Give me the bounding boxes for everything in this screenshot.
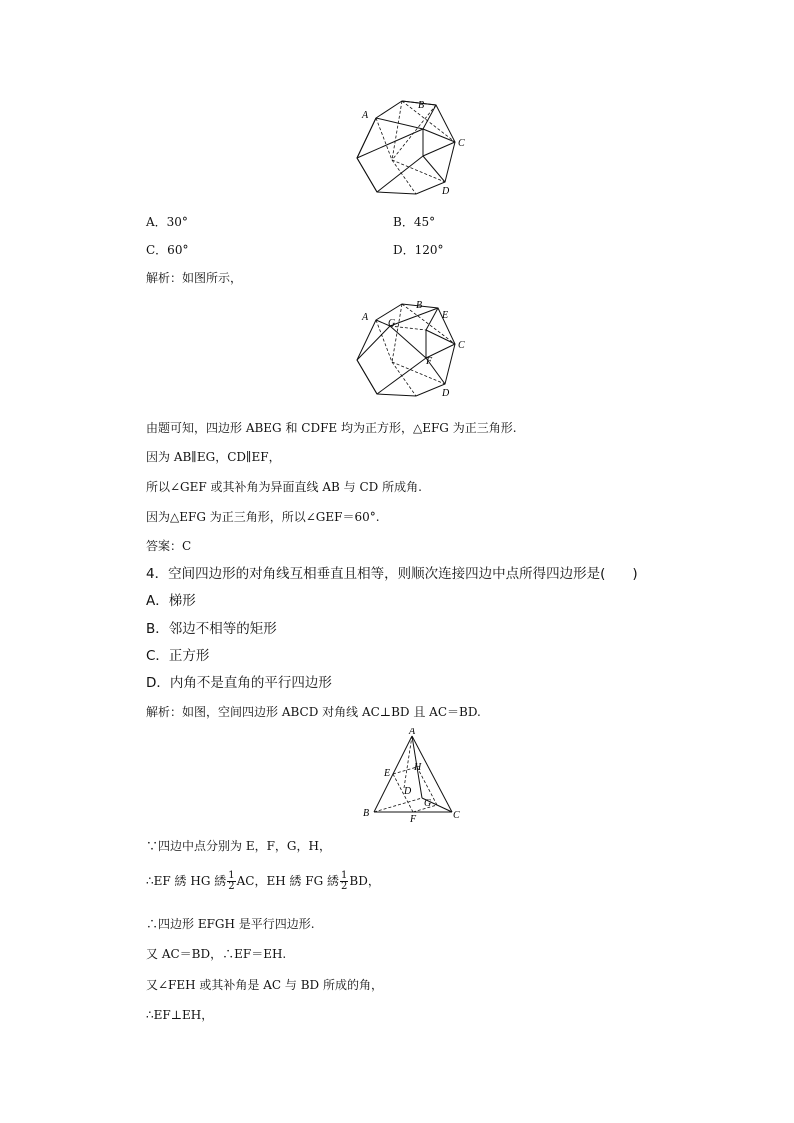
q3-option-d: D．120° <box>393 243 444 257</box>
fig2-label-c: C <box>458 340 465 351</box>
q3-option-c: C．60° <box>146 243 189 257</box>
q4-analysis-line-2 <box>146 868 380 894</box>
fig2-label-a: A <box>362 312 369 323</box>
polyhedron-figure-2 <box>348 296 468 400</box>
fig3-label-h: H <box>414 762 422 773</box>
fig2-label-e: E <box>442 310 449 321</box>
q3-analysis-line-3: 所以∠GEF 或其补角为异面直线 AB 与 CD 所成角. <box>146 480 422 494</box>
q4-line2-part-b: AC，EH 綉 FG 綉 <box>236 874 340 888</box>
fraction-denominator: 2 <box>228 881 235 892</box>
q4-option-c: C．正方形 <box>146 648 210 664</box>
fig1-label-d: D <box>442 186 450 197</box>
fraction-numerator: 1 <box>228 870 235 881</box>
q3-analysis-line-1: 由题可知，四边形 ABEG 和 CDFE 均为正方形，△EFG 为正三角形. <box>146 421 517 435</box>
q3-option-b: B．45° <box>393 215 436 229</box>
q4-analysis-line-4: 又 AC＝BD，∴EF＝EH. <box>146 947 287 961</box>
fig3-label-c: C <box>453 810 460 821</box>
q3-option-a: A．30° <box>146 215 188 229</box>
q4-analysis-line-6: ∴EF⊥EH， <box>146 1008 214 1022</box>
polyhedron-figure-1 <box>348 96 468 198</box>
fraction-denominator: 2 <box>341 881 348 892</box>
q4-stem: 4．空间四边形的对角线互相垂直且相等，则顺次连接四边中点所得四边形是( ) <box>146 566 638 582</box>
fig1-label-b: B <box>418 100 425 111</box>
fig3-label-f: F <box>410 814 417 824</box>
q4-option-a: A．梯形 <box>146 593 196 609</box>
fig3-label-d: D <box>404 786 412 797</box>
fig3-label-e: E <box>384 768 391 779</box>
fig1-label-c: C <box>458 138 465 149</box>
fig2-label-b: B <box>416 300 423 311</box>
fig2-label-f: F <box>426 356 433 367</box>
q3-answer: 答案：C <box>146 539 192 553</box>
q4-analysis-line-5: 又∠FEH 或其补角是 AC 与 BD 所成的角， <box>146 978 383 992</box>
fig3-label-b: B <box>363 808 370 819</box>
spatial-quadrilateral-figure <box>360 728 464 824</box>
fig1-label-a: A <box>362 110 369 121</box>
q4-line2-part-a: ∴EF 綉 HG 綉 <box>146 874 227 888</box>
q4-option-b: B．邻边不相等的矩形 <box>146 621 277 637</box>
q3-analysis-intro: 解析：如图所示， <box>146 271 243 285</box>
q4-line2-part-c: BD， <box>349 874 380 888</box>
q4-analysis-line-3: ∴四边形 EFGH 是平行四边形. <box>146 917 315 931</box>
fig2-label-g: G <box>388 318 396 329</box>
q3-analysis-line-2: 因为 AB∥EG，CD∥EF， <box>146 450 281 464</box>
fig3-label-a: A <box>409 728 416 737</box>
q3-analysis-line-4: 因为△EFG 为正三角形，所以∠GEF＝60°. <box>146 510 380 524</box>
fraction-numerator: 1 <box>341 870 348 881</box>
q4-option-d: D．内角不是直角的平行四边形 <box>146 675 332 691</box>
fig2-label-d: D <box>442 388 450 399</box>
fraction-one-half-b <box>340 871 348 892</box>
q4-analysis-line-1: ∵四边中点分别为 E，F，G，H， <box>146 839 331 853</box>
fraction-one-half-a <box>227 871 235 892</box>
fig3-label-g: G <box>424 798 432 809</box>
q4-analysis-intro: 解析：如图，空间四边形 ABCD 对角线 AC⊥BD 且 AC＝BD. <box>146 705 481 719</box>
